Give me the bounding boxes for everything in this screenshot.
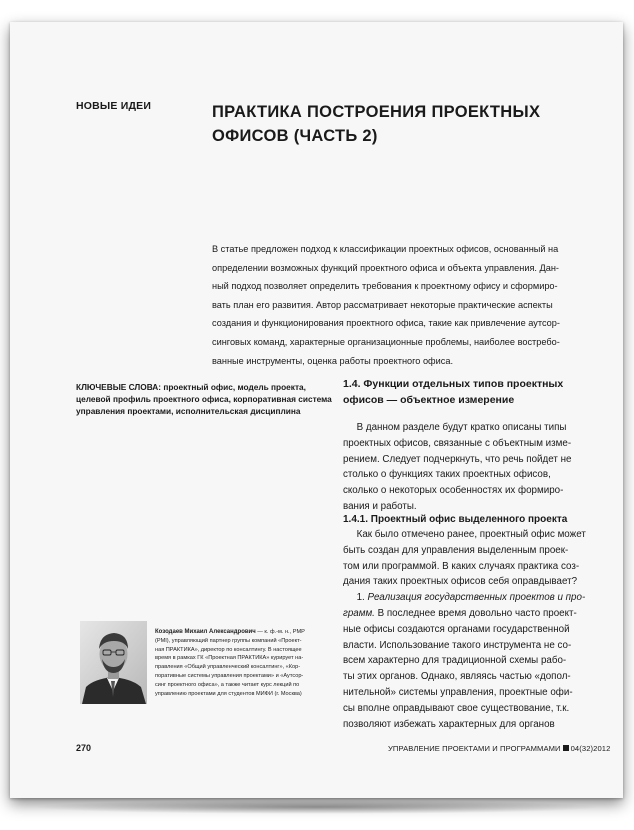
- author-bio: [155, 628, 335, 698]
- abstract-line: ванные инструменты, оценка работы проектного офиса.: [212, 355, 453, 366]
- body-line-item: [343, 590, 588, 606]
- subsection-heading: 1.4.1. Проектный офис выделенного проекта: [343, 514, 568, 525]
- article-title: [212, 100, 572, 148]
- issue-number: 04(32)2012: [570, 744, 611, 753]
- bio-line: время в рамках ГК «Проектная ПРАКТИКА» курирует на-: [155, 655, 304, 662]
- item-emphasis: грамм.: [343, 607, 375, 619]
- bio-text: — к. ф.-м. н., PMP: [255, 629, 305, 635]
- author-portrait-icon: [80, 621, 147, 704]
- body-line: сы вполне оправдывают свое существование, т.к.: [343, 702, 570, 714]
- abstract-line: создания и функционирования проектного офиса, такие как привлечение аутсор-: [212, 318, 560, 329]
- abstract-line: В статье предложен подход к классификации проектных офисов, основанный на: [212, 244, 559, 254]
- page-shadow: [30, 800, 604, 814]
- keywords: [76, 381, 332, 417]
- paragraph-main: [343, 527, 588, 732]
- title-line: ПРАКТИКА ПОСТРОЕНИЯ ПРОЕКТНЫХ: [212, 103, 541, 121]
- page-number: 270: [76, 743, 92, 753]
- bio-line: поративные системы управления проектами» и «Аутсор-: [155, 672, 304, 679]
- bio-line: ная ПРАКТИКА», директор по консалтингу. В настоящее: [155, 646, 302, 653]
- body-line: нительной» системы управления, проектные офи-: [343, 686, 573, 698]
- keywords-line: управления проектами, исполнительская дисциплина: [76, 406, 301, 416]
- body-line: ты этих органов. Однако, являясь частью «допол-: [343, 671, 571, 683]
- body-line: сколько о некоторых особенностях их формиро-: [343, 485, 564, 497]
- section-label: НОВЫЕ ИДЕИ: [76, 100, 152, 112]
- square-separator-icon: [563, 745, 569, 751]
- running-footer: [388, 744, 610, 753]
- bio-line: правления «Общий управленческий консалтинг», «Кор-: [155, 664, 301, 671]
- body-line: ные офисы создаются органами государственной: [343, 623, 570, 635]
- body-line: вания и работы.: [343, 500, 417, 512]
- section-heading: [343, 376, 593, 408]
- bio-line: управлению проектами для студентов МИФИ (г. Москва): [155, 690, 302, 697]
- abstract-line: синговых команд, характерные организационные проблемы, наиболее востребо-: [212, 336, 560, 347]
- body-line-item: [343, 606, 588, 622]
- journal-title: УПРАВЛЕНИЕ ПРОЕКТАМИ И ПРОГРАММАМИ: [388, 744, 561, 753]
- abstract-line: вать план его развития. Автор рассматривает некоторые практические аспекты: [212, 299, 553, 310]
- body-line: всем характерно для традиционной схемы рабо-: [343, 655, 567, 667]
- paragraph-intro: [343, 420, 588, 515]
- bio-line: [155, 628, 335, 637]
- section-heading-line: 1.4. Функции отдельных типов проектных: [343, 378, 564, 390]
- section-heading-line: офисов — объектное измерение: [343, 394, 515, 406]
- bio-line: синг проектного офиса», а также читает курс лекций по: [155, 681, 300, 688]
- body-line: столько о функциях таких проектных офисов,: [343, 469, 551, 481]
- body-line: том или программой. В каких случаях практика соз-: [343, 560, 580, 572]
- abstract-line: определении возможных функций проектного офиса и объекта управления. Дан-: [212, 262, 559, 273]
- body-line: проектных офисов, связанные с объектным изме-: [343, 437, 572, 449]
- body-line: быть создан для управления выделенным проек-: [343, 544, 569, 556]
- keywords-line: КЛЮЧЕВЫЕ СЛОВА: проектный офис, модель проекта,: [76, 382, 306, 392]
- bio-line: (PMI), управляющий партнер группы компаний «Проект-: [155, 637, 302, 644]
- abstract: [212, 240, 584, 370]
- body-line: дания таких проектных офисов себя оправдывает?: [343, 576, 578, 588]
- item-text: В последнее время довольно часто проект-: [374, 607, 577, 619]
- body-line: позволяют избежать характерных для органов: [343, 718, 555, 730]
- abstract-line: ный подход позволяет определить требования к проектному офису и сформиро-: [212, 281, 558, 292]
- item-number: 1.: [343, 592, 368, 604]
- author-name: Козодаев Михаил Александрович: [155, 629, 256, 635]
- item-emphasis: Реализация государственных проектов и про-: [367, 592, 586, 604]
- keywords-line: целевой профиль проектного офиса, корпоративная система: [76, 394, 332, 404]
- author-photo: [80, 621, 147, 704]
- title-line: ОФИСОВ (ЧАСТЬ 2): [212, 127, 378, 145]
- body-line: Как было отмечено ранее, проектный офис может: [343, 529, 586, 540]
- body-line: рением. Следует подчеркнуть, что речь пойдет не: [343, 453, 572, 465]
- body-line: власти. Использование такого инструмента не со-: [343, 639, 572, 651]
- body-line: В данном разделе будут кратко описаны типы: [343, 422, 567, 433]
